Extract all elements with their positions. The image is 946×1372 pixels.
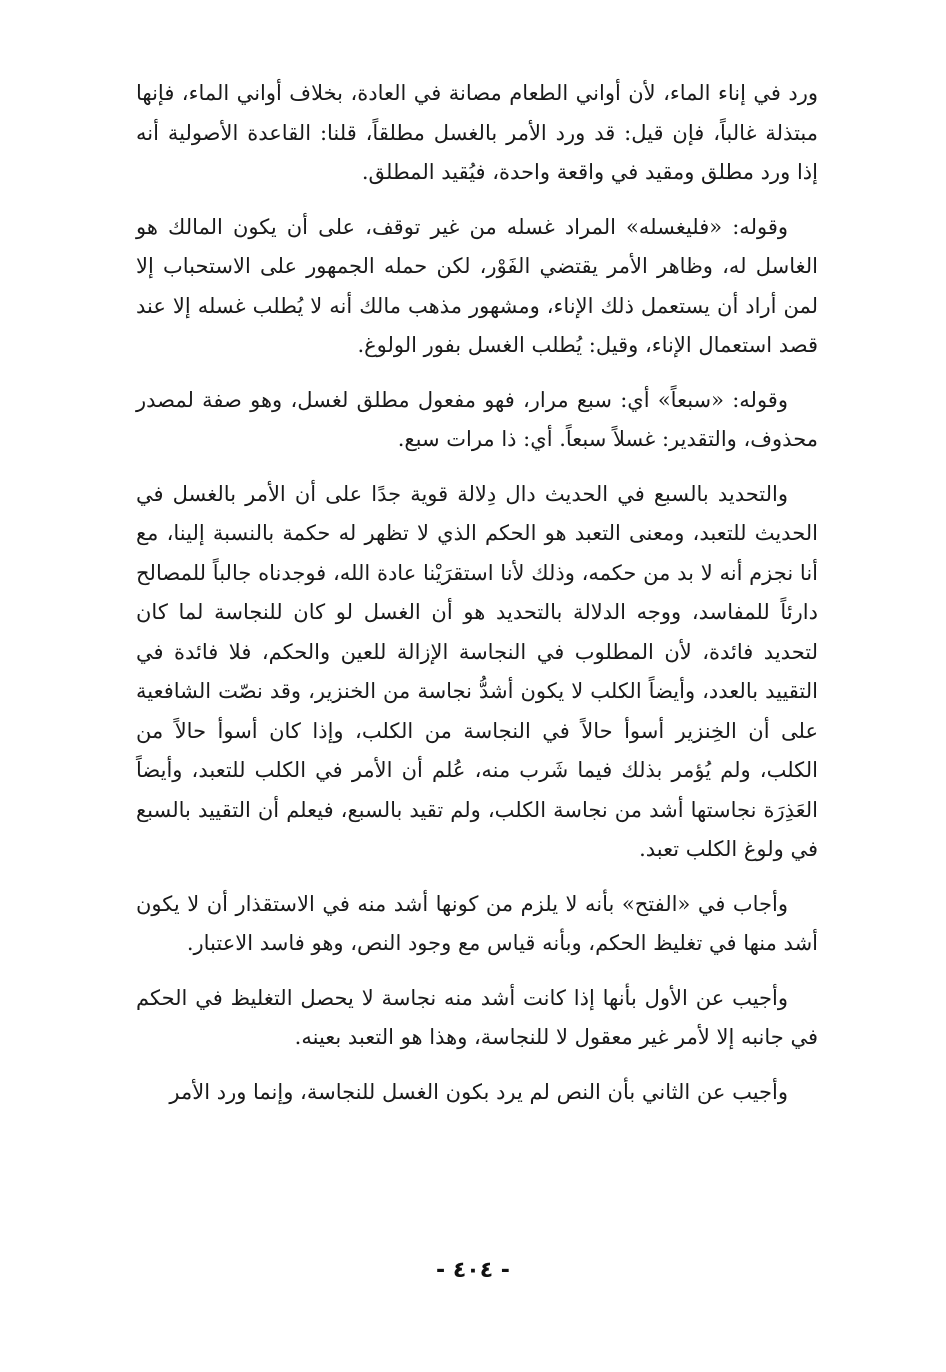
paragraph-1: ورد في إناء الماء، لأن أواني الطعام مصانة في العادة، بخلاف أواني الماء، فإنها مبتذلة غالباً، فإن قيل: قد ورد الأمر بالغسل مطلقاً، قلنا: القاعدة الأصولية أنه إذا ورد مطلق ومقيد في واقعة واحدة، فيُقيد المطلق. xyxy=(136,81,818,184)
paragraph-2: وقوله: «فليغسله» المراد غسله من غير توقف، على أن يكون المالك هو الغاسل له، وظاهر الأمر يقتضي الفَوْر، لكن حمله الجمهور على الاستحباب إلا لمن أراد أن يستعمل ذلك الإناء، ومشهور مذهب مالك أنه لا يُطلب غسله إلا عند قصد استعمال الإناء، وقيل: يُطلب الغسل بفور الولوغ. xyxy=(136,214,818,357)
paragraph-3: وقوله: «سبعاً» أي: سبع مرار، فهو مفعول مطلق لغسل، وهو صفة لمصدر محذوف، والتقدير: غسلاً سبعاً. أي: ذا مرات سبع. xyxy=(136,387,818,451)
page-number: - ٤٠٤ - xyxy=(436,1258,510,1283)
paragraph-5: وأجاب في «الفتح» بأنه لا يلزم من كونها أشد منه في الاستقذار أن لا يكون أشد منها في تغليظ الحكم، وبأنه قياس مع وجود النص، وهو فاسد الاعتبار. xyxy=(136,891,818,955)
paragraph-4: والتحديد بالسبع في الحديث دال دِلالة قوية جدًا على أن الأمر بالغسل في الحديث للتعبد، ومعنى التعبد هو الحكم الذي لا تظهر له حكمة بالنسبة إلينا، مع أنا نجزم أنه لا بد من حكمه، وذلك لأنا استقرَيْنا عادة الله، فوجدناه جالباً للمصالح دارئاً للمفاسد، ووجه الدلالة بالتحديد هو أن الغسل لو كان للنجاسة لما كان لتحديد فائدة، لأن المطلوب في النجاسة الإزالة للعين والحكم، فلا فائدة في التقييد بالعدد، وأيضاً الكلب لا يكون أشدُّ نجاسة من الخنزير، وقد نصّت الشافعية على أن الخِنزير أسوأ حالاً في النجاسة من الكلب، وإذا كان أسوأ حالاً من الكلب، ولم يُؤمر بذلك فيما شَرب منه، عُلم أن الأمر في الكلب للتعبد، وأيضاً العَذِرَة نجاستها أشد من نجاسة الكلب، ولم تقيد بالسبع، فيعلم أن التقييد بالسبع في ولوغ الكلب تعبد. xyxy=(136,481,818,861)
paragraph-6: وأجيب عن الأول بأنها إذا كانت أشد منه نجاسة لا يحصل التغليظ في الحكم في جانبه إلا لأمر غير معقول لا للنجاسة، وهذا هو التعبد بعينه. xyxy=(136,985,818,1049)
body-text xyxy=(136,74,818,1112)
paragraph-7: وأجيب عن الثاني بأن النص لم يرد بكون الغسل للنجاسة، وإنما ورد الأمر xyxy=(169,1079,788,1104)
